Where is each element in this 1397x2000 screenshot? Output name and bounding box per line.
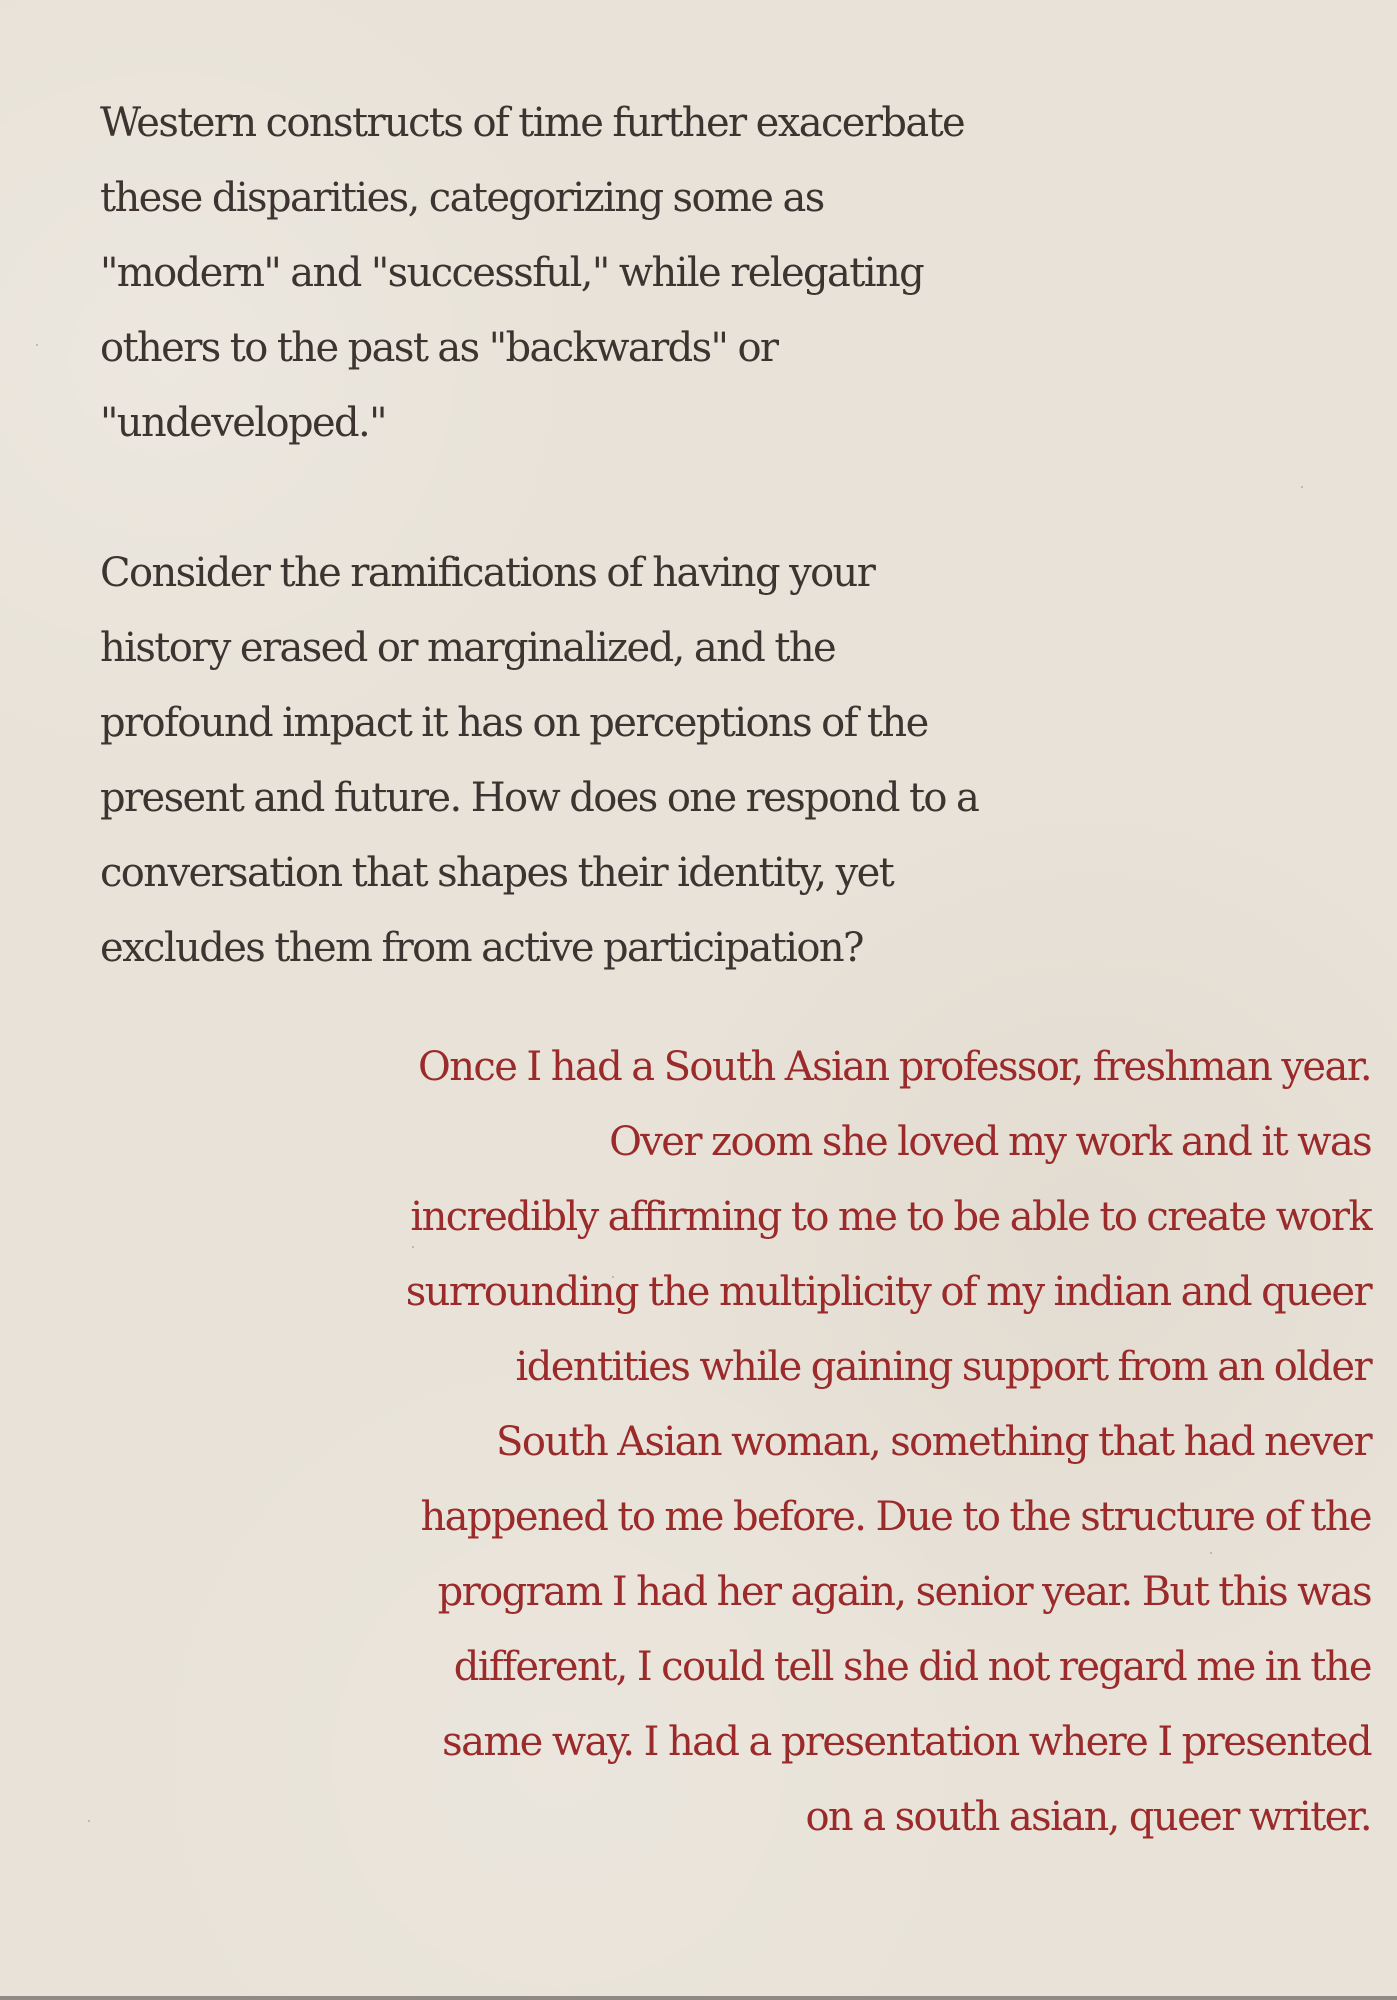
text-line: others to the past as "backwards" or (100, 325, 778, 371)
text-line: happened to me before. Due to the structure of the (420, 1494, 1371, 1540)
paper-speck (36, 344, 38, 346)
text-line: present and future. How does one respond to a (100, 775, 979, 821)
text-line: these disparities, categorizing some as (100, 175, 824, 221)
text-line: surrounding the multiplicity of my indian and queer (405, 1269, 1371, 1315)
text-line: conversation that shapes their identity, yet (100, 850, 894, 896)
text-line: Western constructs of time further exacerbate (100, 100, 965, 146)
text-line: incredibly affirming to me to be able to create work (410, 1194, 1371, 1240)
text-line: profound impact it has on perceptions of the (100, 700, 928, 746)
text-line: "modern" and "successful," while relegating (100, 250, 924, 296)
text-line: identities while gaining support from an older (515, 1344, 1371, 1390)
intro-paragraph (100, 86, 1240, 461)
bottom-edge-divider (0, 1996, 1397, 2000)
personal-story-paragraph (171, 1030, 1371, 1855)
paper-speck (1301, 486, 1303, 488)
question-paragraph (100, 536, 1240, 986)
text-line: on a south asian, queer writer. (805, 1794, 1371, 1840)
text-line: Once I had a South Asian professor, freshman year. (418, 1044, 1371, 1090)
text-line: different, I could tell she did not regard me in the (453, 1644, 1371, 1690)
text-line: "undeveloped." (100, 400, 386, 446)
text-line: Consider the ramifications of having your (100, 550, 875, 596)
text-line: South Asian woman, something that had never (496, 1419, 1371, 1465)
text-line: program I had her again, senior year. But this was (437, 1569, 1371, 1615)
text-line: Over zoom she loved my work and it was (609, 1119, 1371, 1165)
text-line: excludes them from active participation? (100, 925, 863, 971)
text-line: same way. I had a presentation where I presented (442, 1719, 1371, 1765)
paper-speck (88, 1820, 90, 1822)
text-line: history erased or marginalized, and the (100, 625, 836, 671)
